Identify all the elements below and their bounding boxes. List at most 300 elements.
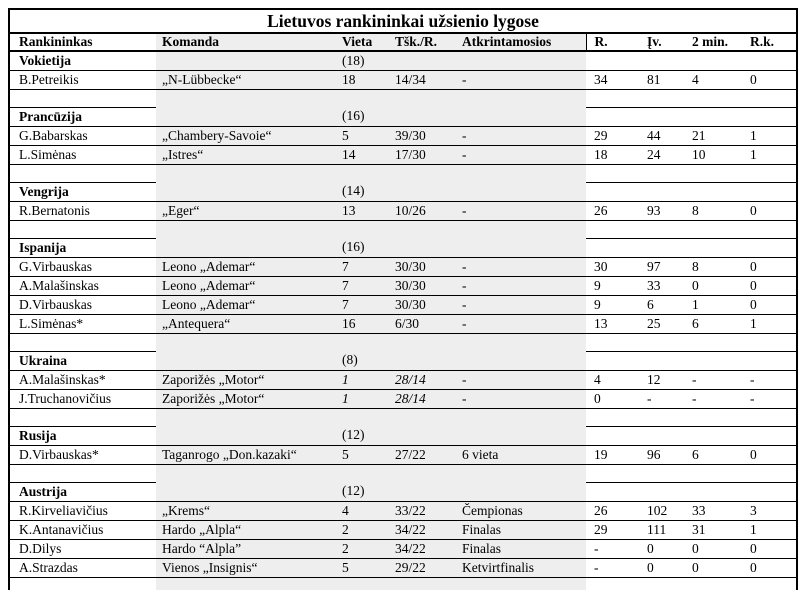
spacer-cell: [686, 577, 743, 590]
tsk-r: 27/22: [389, 445, 456, 464]
country-team-count: (16): [336, 107, 389, 126]
player-name: R.Kirveliavičius: [9, 501, 156, 520]
spacer-cell: [9, 220, 156, 238]
2min: 8: [686, 257, 743, 276]
rk: 0: [743, 70, 797, 89]
2min: 0: [686, 539, 743, 558]
table-row: [9, 501, 797, 520]
r: 13: [586, 314, 641, 333]
country-name: Vengrija: [9, 182, 156, 201]
cell: [389, 351, 456, 370]
spacer-cell: [389, 89, 456, 107]
spacer-cell: [389, 408, 456, 426]
spacer-cell: [156, 164, 336, 182]
r: 29: [586, 520, 641, 539]
team: Hardo “Alpla”: [156, 539, 336, 558]
r: 19: [586, 445, 641, 464]
team: Zaporižės „Motor“: [156, 389, 336, 408]
spacer-cell: [456, 220, 586, 238]
cell: [686, 107, 743, 126]
spacer-cell: [743, 464, 797, 482]
tsk-r: 34/22: [389, 539, 456, 558]
country-team-count: (16): [336, 238, 389, 257]
tsk-r: 10/26: [389, 201, 456, 220]
spacer-cell: [336, 164, 389, 182]
table-row: [9, 520, 797, 539]
cell: [686, 51, 743, 70]
spacer-cell: [743, 333, 797, 351]
cell: [686, 351, 743, 370]
spacer-cell: [9, 164, 156, 182]
atkrintamosios: -: [456, 295, 586, 314]
spacer-row: [9, 464, 797, 482]
atkrintamosios: Finalas: [456, 539, 586, 558]
spacer-cell: [743, 577, 797, 590]
team: Leono „Ademar“: [156, 295, 336, 314]
vieta: 5: [336, 558, 389, 577]
spacer-cell: [336, 89, 389, 107]
spacer-cell: [456, 164, 586, 182]
vieta: 14: [336, 145, 389, 164]
table-row: [9, 314, 797, 333]
rk: -: [743, 389, 797, 408]
country-name: Rusija: [9, 426, 156, 445]
spacer-cell: [586, 408, 641, 426]
tsk-r: 39/30: [389, 126, 456, 145]
iv: 102: [641, 501, 686, 520]
team: Hardo „Alpla“: [156, 520, 336, 539]
spacer-cell: [586, 577, 641, 590]
spacer-cell: [686, 220, 743, 238]
spacer-row: [9, 408, 797, 426]
spacer-cell: [156, 577, 336, 590]
country-name: Ispanija: [9, 238, 156, 257]
column-header-atkrintamosios: Atkrintamosios: [456, 33, 586, 51]
rk: 1: [743, 126, 797, 145]
spacer-cell: [586, 464, 641, 482]
2min: 0: [686, 558, 743, 577]
cell: [456, 351, 586, 370]
spacer-cell: [456, 333, 586, 351]
spacer-cell: [9, 333, 156, 351]
cell: [389, 238, 456, 257]
tsk-r: 28/14: [389, 389, 456, 408]
cell: [156, 482, 336, 501]
table-title: Lietuvos rankininkai užsienio lygose: [9, 9, 797, 33]
spacer-cell: [9, 89, 156, 107]
column-header-2min: 2 min.: [686, 33, 743, 51]
spacer-cell: [641, 333, 686, 351]
cell: [456, 426, 586, 445]
2min: 8: [686, 201, 743, 220]
country-team-count: (14): [336, 182, 389, 201]
spacer-cell: [641, 408, 686, 426]
2min: 10: [686, 145, 743, 164]
cell: [156, 238, 336, 257]
2min: 0: [686, 276, 743, 295]
spacer-cell: [389, 333, 456, 351]
vieta: 1: [336, 389, 389, 408]
team: Leono „Ademar“: [156, 257, 336, 276]
team: Zaporižės „Motor“: [156, 370, 336, 389]
cell: [389, 482, 456, 501]
country-name: Vokietija: [9, 51, 156, 70]
rk: -: [743, 370, 797, 389]
country-team-count: (18): [336, 51, 389, 70]
spacer-cell: [686, 408, 743, 426]
country-row: [9, 107, 797, 126]
atkrintamosios: Čempionas: [456, 501, 586, 520]
spacer-cell: [389, 164, 456, 182]
tsk-r: 6/30: [389, 314, 456, 333]
cell: [641, 351, 686, 370]
cell: [743, 182, 797, 201]
r: 4: [586, 370, 641, 389]
column-header-vieta: Vieta: [336, 33, 389, 51]
r: 29: [586, 126, 641, 145]
spacer-cell: [743, 408, 797, 426]
r: 9: [586, 276, 641, 295]
spacer-cell: [686, 89, 743, 107]
spacer-cell: [743, 220, 797, 238]
2min: -: [686, 389, 743, 408]
table-row: [9, 558, 797, 577]
cell: [456, 182, 586, 201]
country-name: Austrija: [9, 482, 156, 501]
atkrintamosios: -: [456, 276, 586, 295]
atkrintamosios: -: [456, 145, 586, 164]
2min: 4: [686, 70, 743, 89]
player-name: A.Malašinskas: [9, 276, 156, 295]
vieta: 5: [336, 445, 389, 464]
cell: [389, 182, 456, 201]
atkrintamosios: -: [456, 126, 586, 145]
player-name: A.Strazdas: [9, 558, 156, 577]
spacer-row: [9, 333, 797, 351]
tsk-r: 17/30: [389, 145, 456, 164]
player-name: D.Virbauskas: [9, 295, 156, 314]
cell: [456, 107, 586, 126]
spacer-cell: [586, 220, 641, 238]
rk: 0: [743, 276, 797, 295]
rk: 0: [743, 445, 797, 464]
team: „Istres“: [156, 145, 336, 164]
spacer-cell: [9, 577, 156, 590]
spacer-cell: [9, 464, 156, 482]
cell: [686, 182, 743, 201]
cell: [456, 238, 586, 257]
cell: [156, 426, 336, 445]
spacer-cell: [156, 89, 336, 107]
rk: 0: [743, 257, 797, 276]
vieta: 2: [336, 520, 389, 539]
team: „Krems“: [156, 501, 336, 520]
cell: [743, 51, 797, 70]
atkrintamosios: 6 vieta: [456, 445, 586, 464]
iv: 12: [641, 370, 686, 389]
2min: 33: [686, 501, 743, 520]
column-header-tsk-r: Tšk./R.: [389, 33, 456, 51]
handball-table: [8, 8, 798, 590]
spacer-row: [9, 220, 797, 238]
spacer-cell: [686, 333, 743, 351]
2min: 6: [686, 445, 743, 464]
2min: 6: [686, 314, 743, 333]
tsk-r: 30/30: [389, 295, 456, 314]
atkrintamosios: -: [456, 257, 586, 276]
spacer-cell: [456, 577, 586, 590]
cell: [586, 51, 641, 70]
cell: [456, 482, 586, 501]
spacer-row: [9, 89, 797, 107]
iv: 93: [641, 201, 686, 220]
cell: [156, 182, 336, 201]
tsk-r: 14/34: [389, 70, 456, 89]
player-name: G.Babarskas: [9, 126, 156, 145]
cell: [156, 107, 336, 126]
country-team-count: (12): [336, 482, 389, 501]
iv: 96: [641, 445, 686, 464]
cell: [389, 51, 456, 70]
r: 18: [586, 145, 641, 164]
spacer-cell: [336, 220, 389, 238]
iv: 0: [641, 558, 686, 577]
rk: 0: [743, 539, 797, 558]
rk: 1: [743, 314, 797, 333]
spacer-cell: [641, 89, 686, 107]
spacer-cell: [686, 464, 743, 482]
spacer-cell: [336, 408, 389, 426]
country-row: [9, 51, 797, 70]
column-header-komanda: Komanda: [156, 33, 336, 51]
cell: [156, 51, 336, 70]
cell: [641, 107, 686, 126]
cell: [586, 426, 641, 445]
spacer-cell: [9, 408, 156, 426]
cell: [686, 238, 743, 257]
player-name: J.Truchanovičius: [9, 389, 156, 408]
table-row: [9, 145, 797, 164]
country-row: [9, 182, 797, 201]
cell: [743, 351, 797, 370]
country-row: [9, 482, 797, 501]
header-row: [9, 33, 797, 51]
team: Leono „Ademar“: [156, 276, 336, 295]
table-row: [9, 295, 797, 314]
vieta: 1: [336, 370, 389, 389]
player-name: L.Simėnas*: [9, 314, 156, 333]
spacer-row: [9, 577, 797, 590]
spacer-cell: [156, 408, 336, 426]
cell: [586, 107, 641, 126]
country-team-count: (12): [336, 426, 389, 445]
cell: [743, 107, 797, 126]
tsk-r: 34/22: [389, 520, 456, 539]
spacer-cell: [641, 220, 686, 238]
cell: [641, 51, 686, 70]
iv: 81: [641, 70, 686, 89]
cell: [641, 426, 686, 445]
column-header-rankininkas: Rankininkas: [9, 33, 156, 51]
spacer-cell: [743, 164, 797, 182]
spacer-cell: [586, 89, 641, 107]
team: „Antequera“: [156, 314, 336, 333]
country-row: [9, 426, 797, 445]
rk: 0: [743, 558, 797, 577]
2min: 1: [686, 295, 743, 314]
cell: [389, 426, 456, 445]
r: 26: [586, 501, 641, 520]
2min: 31: [686, 520, 743, 539]
tsk-r: 28/14: [389, 370, 456, 389]
vieta: 7: [336, 257, 389, 276]
r: -: [586, 558, 641, 577]
cell: [156, 351, 336, 370]
vieta: 13: [336, 201, 389, 220]
team: Vienos „Insignis“: [156, 558, 336, 577]
table-row: [9, 445, 797, 464]
atkrintamosios: -: [456, 70, 586, 89]
column-header-iv: Įv.: [641, 33, 686, 51]
spacer-cell: [456, 464, 586, 482]
column-header-rk: R.k.: [743, 33, 797, 51]
r: -: [586, 539, 641, 558]
player-name: K.Antanavičius: [9, 520, 156, 539]
iv: 97: [641, 257, 686, 276]
spacer-cell: [456, 408, 586, 426]
spacer-cell: [586, 333, 641, 351]
vieta: 16: [336, 314, 389, 333]
table-row: [9, 126, 797, 145]
spacer-cell: [641, 464, 686, 482]
cell: [641, 482, 686, 501]
vieta: 18: [336, 70, 389, 89]
vieta: 2: [336, 539, 389, 558]
tsk-r: 33/22: [389, 501, 456, 520]
cell: [586, 351, 641, 370]
spacer-cell: [156, 333, 336, 351]
cell: [686, 426, 743, 445]
iv: 24: [641, 145, 686, 164]
spacer-cell: [336, 464, 389, 482]
vieta: 4: [336, 501, 389, 520]
country-team-count: (8): [336, 351, 389, 370]
rk: 3: [743, 501, 797, 520]
2min: -: [686, 370, 743, 389]
vieta: 7: [336, 295, 389, 314]
vieta: 7: [336, 276, 389, 295]
spacer-cell: [586, 164, 641, 182]
rk: 1: [743, 520, 797, 539]
spacer-cell: [389, 577, 456, 590]
rk: 0: [743, 201, 797, 220]
iv: 25: [641, 314, 686, 333]
iv: 44: [641, 126, 686, 145]
spacer-cell: [686, 164, 743, 182]
tsk-r: 30/30: [389, 257, 456, 276]
rk: 1: [743, 145, 797, 164]
r: 34: [586, 70, 641, 89]
r: 0: [586, 389, 641, 408]
spacer-cell: [743, 89, 797, 107]
title-row: [9, 9, 797, 33]
cell: [686, 482, 743, 501]
player-name: B.Petreikis: [9, 70, 156, 89]
team: „Eger“: [156, 201, 336, 220]
table-row: [9, 201, 797, 220]
r: 26: [586, 201, 641, 220]
spacer-cell: [389, 220, 456, 238]
country-name: Prancūzija: [9, 107, 156, 126]
table-body: [9, 9, 797, 590]
player-name: D.Dilys: [9, 539, 156, 558]
team: „Chambery-Savoie“: [156, 126, 336, 145]
iv: 6: [641, 295, 686, 314]
cell: [586, 182, 641, 201]
iv: 33: [641, 276, 686, 295]
player-name: R.Bernatonis: [9, 201, 156, 220]
cell: [743, 482, 797, 501]
country-name: Ukraina: [9, 351, 156, 370]
cell: [641, 238, 686, 257]
cell: [743, 238, 797, 257]
atkrintamosios: Ketvirtfinalis: [456, 558, 586, 577]
tsk-r: 30/30: [389, 276, 456, 295]
table-row: [9, 276, 797, 295]
player-name: D.Virbauskas*: [9, 445, 156, 464]
spacer-cell: [389, 464, 456, 482]
iv: 111: [641, 520, 686, 539]
tsk-r: 29/22: [389, 558, 456, 577]
player-name: A.Malašinskas*: [9, 370, 156, 389]
cell: [389, 107, 456, 126]
atkrintamosios: -: [456, 370, 586, 389]
spacer-cell: [336, 333, 389, 351]
r: 9: [586, 295, 641, 314]
cell: [586, 482, 641, 501]
table-row: [9, 70, 797, 89]
iv: -: [641, 389, 686, 408]
spacer-cell: [641, 164, 686, 182]
table-row: [9, 539, 797, 558]
cell: [456, 51, 586, 70]
spacer-row: [9, 164, 797, 182]
spacer-cell: [641, 577, 686, 590]
team: „N-Lübbecke“: [156, 70, 336, 89]
atkrintamosios: -: [456, 314, 586, 333]
spacer-cell: [156, 464, 336, 482]
spacer-cell: [336, 577, 389, 590]
2min: 21: [686, 126, 743, 145]
rk: 0: [743, 295, 797, 314]
country-row: [9, 238, 797, 257]
table-row: [9, 370, 797, 389]
cell: [586, 238, 641, 257]
player-name: L.Simėnas: [9, 145, 156, 164]
iv: 0: [641, 539, 686, 558]
column-header-r: R.: [586, 33, 641, 51]
cell: [743, 426, 797, 445]
table-row: [9, 389, 797, 408]
vieta: 5: [336, 126, 389, 145]
r: 30: [586, 257, 641, 276]
atkrintamosios: -: [456, 389, 586, 408]
atkrintamosios: -: [456, 201, 586, 220]
cell: [641, 182, 686, 201]
player-name: G.Virbauskas: [9, 257, 156, 276]
table-row: [9, 257, 797, 276]
spacer-cell: [156, 220, 336, 238]
